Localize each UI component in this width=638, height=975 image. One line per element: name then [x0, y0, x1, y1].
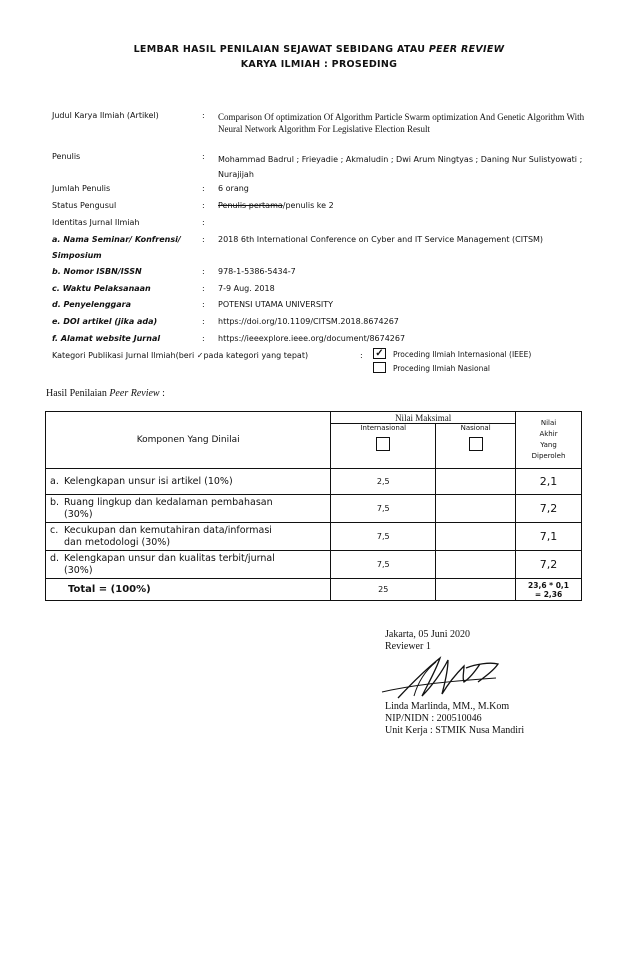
info-label: f. Alamat website Jurnal	[52, 334, 161, 343]
sign-nip: NIP/NIDN : 200510046	[385, 713, 482, 724]
handwritten-signature	[378, 652, 508, 702]
checkbox-nasional[interactable]	[373, 362, 386, 373]
document-page: LEMBAR HASIL PENILAIAN SEJAWAT SEBIDANG ATAU PEER REVIEW KARYA ILMIAH : PROSEDING Judul Karya Ilmiah (Artikel) : Comparison Of optimization Of Algorithm Particle Swarm optimization And Genetic Algorithm With Neural Network Algorithm For Legislative Election Result Penulis : Mohammad Badrul ; Frieyadie ; Akmaludin ; Dwi Arum Ningtyas ; Daning Nur Sulistyowati ; Nurajijah Jumlah Penulis : 6 orang Status Pengusul : Penulis pertama/penulis ke 2 Identitas Jurnal Ilmiah : a. Nama Seminar/ Konfrensi/ : 2018 6th International Conference on Cyber and IT Service Management (CITSM) Simposium b. Nomor ISBN/ISSN : 978-1-5386-5434-7 c. Waktu Pelaksanaan : 7-9 Aug. 2018 d. Penyelenggara : POTENSI UTAMA UNIVERSITY e. DOI artikel (jika ada) : https://doi.org/10.1109/CITSM.2018.8674267 f. Alamat website Jurnal : https://ieeexplore.ieee.org/document/8674267 Kategori Publikasi Jurnal Ilmiah(beri ✓pada kategori yang tepat) : ✓ Proceding Ilmiah Internasional (IEEE) Proceding Ilmiah Nasional Hasil Penilaian Peer Review : Komponen Yang Dinilai Nilai Maksimal Nilai Akhir Yang Diperoleh Internasional Nasional a. Kelengkapan unsur isi artikel (10%) 2,5 2,1 b. Ruang lingkup dan kedalaman pembahasan (30%) 7,5 7,2 c. Kecukupan dan kemutahiran data/informasi dan metodologi (30%) 7,5 7,1 d. Kelengkapan unsur dan kualitas terbit/jurnal (30%) 7,5 7,2 Total = (100%) 25 23,6 * 0,1 = 2,36 Jakarta, 05 Juni 2020 Reviewer 1 Linda Marlinda, MM., M.Kom NIP/NIDN : 200510046 Unit Kerja : STMIK Nusa Mandiri	[0, 0, 638, 975]
info-value: https://doi.org/10.1109/CITSM.2018.8674267	[218, 317, 399, 326]
sign-unit: Unit Kerja : STMIK Nusa Mandiri	[385, 725, 525, 736]
info-label: b. Nomor ISBN/ISSN	[52, 267, 142, 276]
table-total-row	[46, 579, 582, 601]
document-title-line2: KARYA ILMIAH : PROSEDING	[240, 59, 398, 70]
max-value: 7,5	[331, 551, 436, 579]
info-label: Identitas Jurnal Ilmiah	[52, 218, 140, 227]
title-prefix: LEMBAR HASIL PENILAIAN SEJAWAT SEBIDANG ATAU	[133, 44, 426, 55]
info-label: e. DOI artikel (jika ada)	[52, 317, 158, 326]
info-value: POTENSI UTAMA UNIVERSITY	[218, 300, 334, 309]
final-value: 7,2	[516, 551, 582, 579]
info-value: https://ieeexplore.ieee.org/document/8674267	[218, 334, 406, 343]
info-value: Mohammad Badrul ; Frieyadie ; Akmaludin ; Dwi Arum Ningtyas ; Daning Nur Sulistyowati ; Nurajijah	[218, 155, 583, 179]
info-value: Comparison Of optimization Of Algorithm Particle Swarm optimization And Genetic Algorithm With Neural Network Algorithm For Legislative Election Result	[218, 112, 585, 134]
hasil-penilaian-heading: Hasil Penilaian Peer Review :	[46, 388, 165, 399]
sign-role: Reviewer 1	[385, 641, 431, 652]
checkbox-internasional[interactable]: ✓	[373, 348, 386, 359]
info-value: 2018 6th International Conference on Cyber and IT Service Management (CITSM)	[218, 235, 544, 244]
score-table	[45, 411, 582, 601]
info-label: Status Pengusul	[52, 201, 117, 210]
option-internasional-label: Proceding Ilmiah Internasional (IEEE)	[393, 350, 532, 359]
table-row: a. Kelengkapan unsur isi artikel (10%) 2,5 2,1	[46, 469, 582, 495]
header-nilai-akhir: Nilai Akhir Yang Diperoleh	[516, 412, 582, 469]
info-label: Judul Karya Ilmiah (Artikel)	[52, 111, 159, 120]
document-title-line1	[0, 44, 638, 55]
final-value: 2,1	[516, 469, 582, 495]
header-nasional: Nasional	[436, 424, 516, 469]
checkbox-nas-col[interactable]	[469, 437, 483, 451]
status-rest: /penulis ke 2	[282, 201, 334, 210]
info-value: 978-1-5386-5434-7	[218, 267, 296, 276]
info-label: c. Waktu Pelaksanaan	[52, 284, 151, 293]
max-value: 2,5	[331, 469, 436, 495]
total-max: 25	[331, 579, 436, 601]
info-label: Jumlah Penulis	[52, 184, 111, 193]
info-value	[218, 201, 594, 210]
final-value: 7,2	[516, 495, 582, 523]
final-value: 7,1	[516, 523, 582, 551]
info-label: Penulis	[52, 152, 81, 161]
table-header-row	[46, 412, 582, 424]
table-row: b. Ruang lingkup dan kedalaman pembahasan (30%) 7,5 7,2	[46, 495, 582, 523]
max-value: 7,5	[331, 523, 436, 551]
info-value: 7-9 Aug. 2018	[218, 284, 275, 293]
info-label: a. Nama Seminar/ Konfrensi/	[52, 235, 181, 244]
title-italic: PEER REVIEW	[428, 44, 505, 55]
checkbox-int-col[interactable]	[376, 437, 390, 451]
option-nasional-label: Proceding Ilmiah Nasional	[393, 364, 491, 373]
table-row: d. Kelengkapan unsur dan kualitas terbit/jurnal (30%) 7,5 7,2	[46, 551, 582, 579]
total-label: Total = (100%)	[46, 579, 331, 601]
sign-place-date: Jakarta, 05 Juni 2020	[385, 629, 470, 640]
header-nilai-maksimal: Nilai Maksimal	[331, 412, 516, 424]
struck-text: Penulis pertama	[218, 201, 283, 210]
info-label: Simposium	[52, 251, 102, 260]
max-value: 7,5	[331, 495, 436, 523]
header-internasional: Internasional	[331, 424, 436, 469]
table-row: c. Kecukupan dan kemutahiran data/informasi dan metodologi (30%) 7,5 7,1	[46, 523, 582, 551]
kategori-label: Kategori Publikasi Jurnal Ilmiah(beri ✓pada kategori yang tepat)	[52, 351, 309, 360]
info-label: d. Penyelenggara	[52, 300, 132, 309]
total-final: 23,6 * 0,1 = 2,36	[516, 579, 582, 601]
header-komponen: Komponen Yang Dinilai	[46, 412, 331, 469]
sign-name: Linda Marlinda, MM., M.Kom	[385, 701, 510, 712]
info-value: 6 orang	[218, 184, 249, 193]
